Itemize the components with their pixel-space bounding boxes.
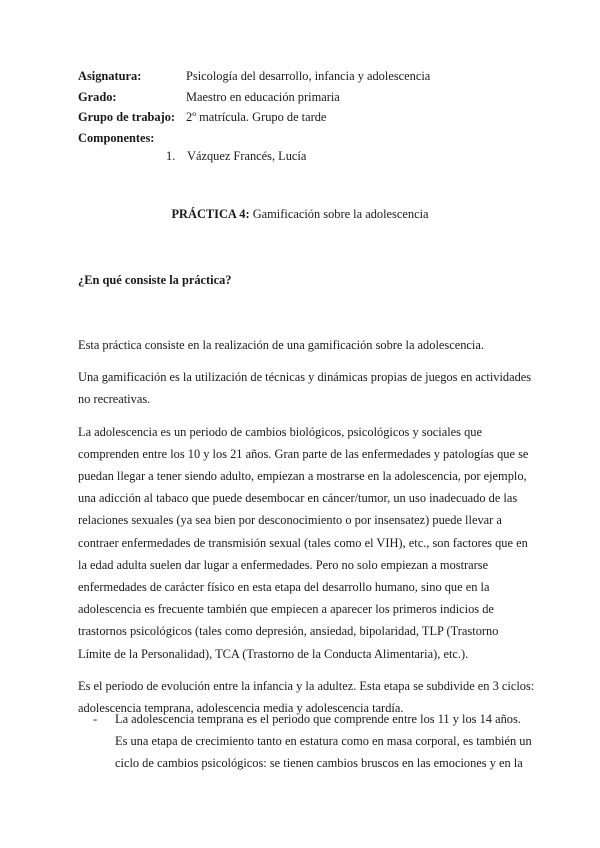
text-line: adolescencia temprana, adolescencia media y adolescencia tardía. — [78, 701, 404, 716]
header-info — [78, 66, 430, 148]
component-item — [166, 149, 306, 164]
header-row-group — [78, 107, 430, 128]
header-row-degree — [78, 87, 430, 108]
text-line: La adolescencia es un periodo de cambios biológicos, psicológicos y sociales que — [78, 424, 482, 439]
text-line: puedan llegar a tener siendo adulto, empiezan a mostrarse en la adolescencia, por ejemplo, — [78, 469, 527, 484]
text-line: contraer enfermedades de transmisión sexual (tales como el VIH), etc., son factores que en — [78, 535, 528, 550]
component-number: 1. — [166, 149, 176, 163]
text-line: Esta práctica consiste en la realización de una gamificación sobre la adolescencia. — [78, 338, 484, 352]
degree-label: Grado: — [78, 89, 117, 104]
group-value: 2º matrícula. Grupo de tarde — [186, 110, 327, 124]
text-line: la edad adulta suelen dar lugar a enfermedades. Pero no solo empiezan a mostrarse — [78, 557, 489, 572]
practice-title-rest: Gamificación sobre la adolescencia — [249, 207, 429, 221]
body-paragraphs — [78, 334, 535, 729]
text-line: La adolescencia temprana es el periodo que comprende entre los 11 y los 14 años. — [115, 712, 521, 726]
group-label: Grupo de trabajo: — [78, 110, 176, 124]
paragraph-gamification — [78, 366, 532, 410]
text-line: relaciones sexuales (ya sea bien por desconocimiento o por insensatez) puede llevar a — [78, 513, 502, 528]
text-line: adolescencia es frecuente también que empiecen a aparecer los primeros indicios de — [78, 602, 494, 617]
list-bullet: - — [93, 712, 98, 726]
header-row-subject — [78, 66, 430, 87]
component-name: Vázquez Francés, Lucía — [187, 149, 307, 163]
text-line: no recreativas. — [78, 392, 151, 407]
text-line: comprenden entre los 10 y los 21 años. Gran parte de las enfermedades y patologías que se — [78, 446, 529, 461]
text-line: Una gamificación es la utilización de técnicas y dinámicas propias de juegos en actividades — [78, 370, 532, 385]
degree-value: Maestro en educación primaria — [186, 89, 340, 104]
section-question: ¿En qué consiste la práctica? — [78, 273, 232, 287]
text-line: Es una etapa de crecimiento tanto en estatura como en masa corporal, es también un — [115, 734, 532, 749]
text-line: Límite de la Personalidad), TCA (Trastorno de la Conducta Alimentaria), etc.). — [78, 646, 469, 661]
text-line: una adicción al tabaco que puede desembocar en cáncer/tumor, un uso inadecuado de las — [78, 491, 518, 506]
paragraph-intro — [78, 334, 524, 356]
practice-title — [0, 207, 600, 222]
list-item — [115, 708, 532, 775]
text-line: enfermedades de carácter físico en esta etapa del desarrollo humano, sino que en la — [78, 580, 490, 595]
practice-title-bold: PRÁCTICA 4: — [171, 207, 250, 221]
paragraph-adolescence — [78, 421, 529, 665]
text-line: Es el periodo de evolución entre la infancia y la adultez. Esta etapa se subdivide en 3 ciclos: — [78, 678, 535, 693]
subject-label: Asignatura: — [78, 69, 142, 83]
text-line: ciclo de cambios psicológicos: se tienen cambios bruscos en las emociones y en la — [115, 756, 523, 771]
text-line: trastornos psicológicos (tales como depresión, ansiedad, bipolaridad, TLP (Trastorno — [78, 624, 499, 639]
subject-value: Psicología del desarrollo, infancia y adolescencia — [186, 69, 431, 83]
header-row-components — [78, 128, 430, 149]
components-label: Componentes: — [78, 130, 155, 145]
